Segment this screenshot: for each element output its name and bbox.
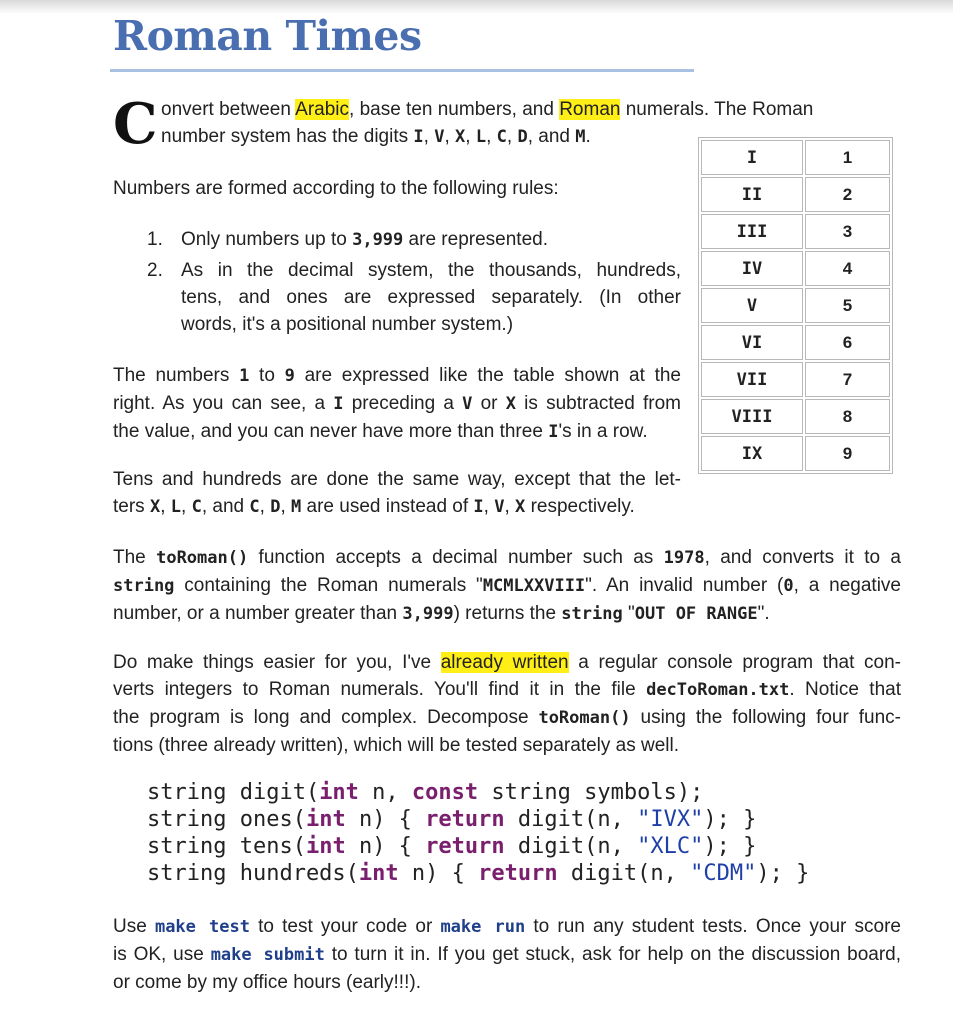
rule-number: 2. [147,260,163,281]
page-title: Roman Times [113,12,422,60]
table-row: V 5 [701,288,890,323]
intro-line-1: onvert between Arabic, base ten numbers, and Roman numerals. The Roman [161,99,814,120]
code-line-2: string ones(int n) { return digit(n, "IVX"); } [147,807,757,832]
table-row: I 1 [701,140,890,175]
rule-number: 1. [147,229,163,250]
paragraph-make: Use make test to test your code or make run to run any student tests. Once your score is OK, use make submit to turn it in. If you get stuck, ask for help on the discussion board, or come by my office hours (early!!!). [113,916,901,993]
table-row: IV 4 [701,251,890,286]
rules-intro: Numbers are formed according to the following rules: [113,178,559,199]
paragraph-table-explanation: The numbers 1 to 9 are expressed like the table shown at the right. As you can see, a I preceding a V or X is subtracted from the value, and you can never have more than three I's in a row. [113,365,681,442]
intro-line-2: number system has the digits I, V, X, L, C, D, and M. [161,126,591,147]
paragraph-toroman: The toRoman() function accepts a decimal number such as 1978, and converts it to a string containing the Roman numerals "MCMLXXVIII". An invalid number (0, a negative number, or a number greater than 3,999) returns the string "OUT OF RANGE". [113,547,901,624]
code-line-4: string hundreds(int n) { return digit(n, "CDM"); } [147,861,810,886]
roman-numeral-table [698,137,893,474]
title-divider [110,69,694,72]
paragraph-tens-hundreds: Tens and hundreds are done the same way, except that the let- ters X, L, C, and C, D, M are used instead of I, V, X respectively. [113,469,681,517]
table-row: VII 7 [701,362,890,397]
table-row: IX 9 [701,436,890,471]
code-line-3: string tens(int n) { return digit(n, "XLC"); } [147,834,757,859]
code-line-1: string digit(int n, const string symbols); [147,780,704,805]
table-row: VIII 8 [701,399,890,434]
table-row: II 2 [701,177,890,212]
paragraph-decompose: Do make things easier for you, I've already written a regular console program that con- verts integers to Roman numerals. You'll find it in the file decToRoman.txt. Notice that the program is long and complex. Decompose toRoman() using the following four func- tions (three already written), which will be tested separately as well. [113,652,901,756]
code-block [147,779,809,887]
table-row: VI 6 [701,325,890,360]
drop-cap: C [113,91,158,157]
rule-1: Only numbers up to 3,999 are represented. [181,229,548,250]
table-row: III 3 [701,214,890,249]
rule-2: As in the decimal system, the thousands, hundreds, tens, and ones are expressed separately. (In other words, it's a positional number system.) [181,260,681,335]
